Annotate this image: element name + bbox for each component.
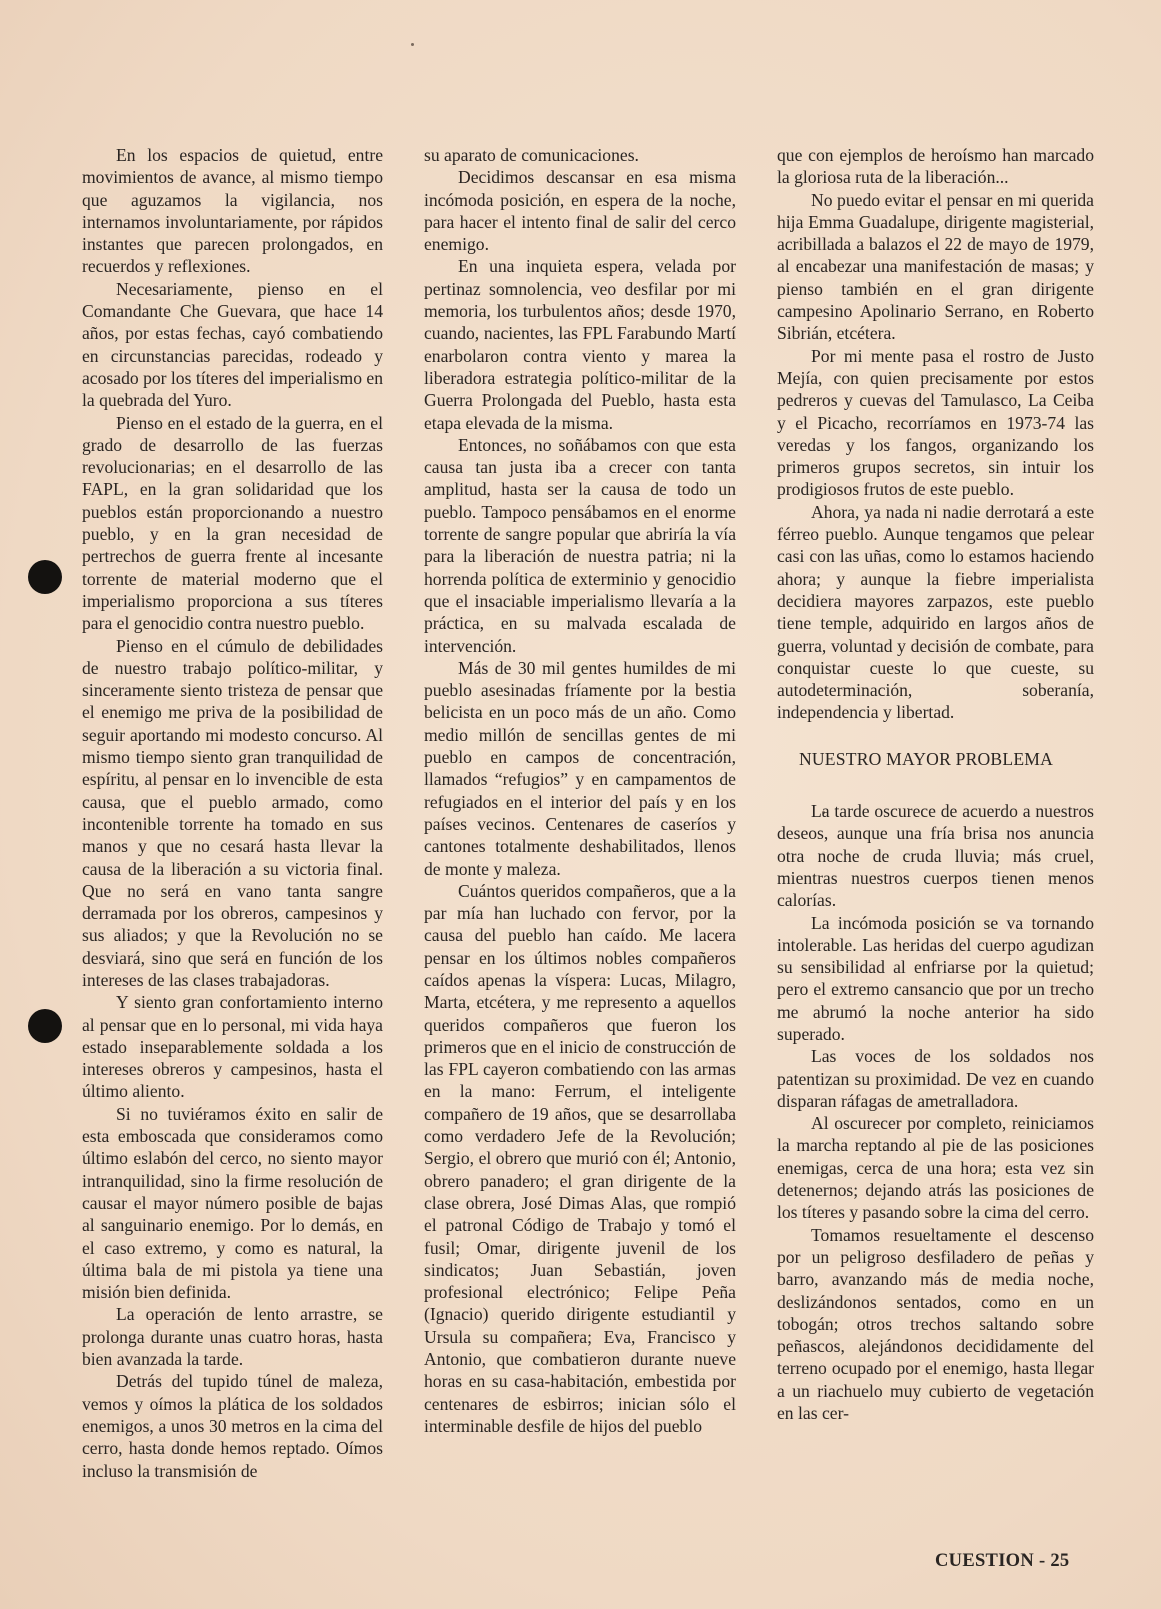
binder-hole-top	[28, 560, 62, 594]
paper-speck	[411, 43, 414, 46]
page-footer-label: CUESTION - 25	[935, 1551, 1070, 1571]
paragraph: Necesariamente, pienso en el Comandante Che Guevara, que hace 14 años, por estas fechas, cayó combatiendo en circunstancias parecidas, rodeado y acosado por los títeres del imperialismo en la quebrada del Yuro.	[82, 278, 383, 411]
paragraph: Decidimos descansar en esa misma incómoda posición, en espera de la noche, para hacer el intento final de salir del cerco enemigo.	[424, 167, 736, 255]
binder-hole-bottom	[28, 1009, 62, 1043]
paragraph: Pienso en el cúmulo de debilidades de nuestro trabajo político-militar, y sinceramente siento tristeza de pensar que el enemigo me priva de la posibilidad de seguir aportando mi modesto concurso. Al mismo tiempo siento gran tranquilidad de espíritu, al pensar en lo invencible de esta causa, que el pueblo armado, como incontenible torrente ha tomado en sus manos y que no cesará hasta llevar la causa de la liberación a su victoria final. Que no será en vano tanta sangre derramada por los obreros, campesinos y sus aliados; y que la Revolución no se desviará, sino que será en función de los intereses de las clases trabajadoras.	[82, 635, 383, 990]
paragraph: Y siento gran confortamiento interno al pensar que en lo personal, mi vida haya estado inseparablemente soldada a los intereses obreros y campesinos, hasta el último aliento.	[82, 992, 383, 1102]
text-column-2	[424, 144, 736, 1437]
text-column-1	[82, 144, 383, 1482]
paragraph: La incómoda posición se va tornando intolerable. Las heridas del cuerpo agudizan su sensibilidad al enfriarse por la quietud; pero el extremo cansancio que por un trecho me abrumó la noche anterior ha sido superado.	[777, 912, 1094, 1044]
text-column-3	[777, 144, 1094, 1424]
paragraph: Por mi mente pasa el rostro de Justo Mejía, con quien precisamente por estos pedreros y cuevas del Tamulasco, La Ceiba y el Picacho, recorríamos en 1973-74 las veredas y los fangos, organizando los primeros grupos secretos, sin intuir los prodigiosos frutos de este pueblo.	[777, 345, 1094, 500]
paragraph: Entonces, no soñábamos con que esta causa tan justa iba a crecer con tanta amplitud, hasta ser la causa de todo un pueblo. Tampoco pensábamos en el enorme torrente de sangre popular que abriría la vía para la liberación de nuestra patria; ni la horrenda política de exterminio y genocidio que el insaciable imperialismo llevaría a la práctica, en su malvada escalada de intervención.	[424, 434, 736, 656]
section-heading: NUESTRO MAYOR PROBLEMA	[799, 748, 1054, 769]
paragraph: Ahora, ya nada ni nadie derrotará a este férreo pueblo. Aunque tengamos que pelear casi con las uñas, como lo estamos haciendo ahora; y aunque la fiebre imperialista decidiera mayores zarpazos, este pueblo tiene temple, adquirido en largos años de guerra, voluntad y decisión de combate, para conquistar cueste lo que cueste, su autodeterminación, soberanía, independencia y libertad.	[777, 501, 1094, 723]
paragraph: Detrás del tupido túnel de maleza, vemos y oímos la plática de los soldados enemigos, a unos 30 metros en la cima del cerro, hasta donde hemos reptado. Oímos incluso la transmisión de	[82, 1371, 383, 1481]
paragraph-continued: que con ejemplos de heroísmo han marcado la gloriosa ruta de la liberación...	[777, 145, 1094, 188]
paragraph: En los espacios de quietud, entre movimientos de avance, al mismo tiempo que aguzamos la vigilancia, nos internamos involuntariamente, por rápidos instantes que parecen prolongados, en recuerdos y reflexiones.	[82, 145, 383, 277]
paragraph: Más de 30 mil gentes humildes de mi pueblo asesinadas fríamente por la bestia belicista en un poco más de un año. Como medio millón de sencillas gentes de mi pueblo en campos de concentración, llamados “refugios” y en campamentos de refugiados en el interior del país y en los países vecinos. Centenares de caseríos y cantones totalmente deshabilitados, llenos de monte y maleza.	[424, 657, 736, 879]
paragraph: No puedo evitar el pensar en mi querida hija Emma Guadalupe, dirigente magisterial, acribillada a balazos el 22 de mayo de 1979, al encabezar una manifestación de masas; y pienso también en el gran dirigente campesino Apolinario Serrano, en Roberto Sibrián, etcétera.	[777, 189, 1094, 344]
paragraph: Tomamos resueltamente el descenso por un peligroso desfiladero de peñas y barro, avanzando más de media noche, deslizándonos sentados, como en un tobogán; otros trechos saltando sobre peñascos, alejándonos decididamente del terreno ocupado por el enemigo, hasta llegar a un riachuelo muy cubierto de vegetación en las cer-	[777, 1224, 1094, 1424]
paragraph: Al oscurecer por completo, reiniciamos la marcha reptando al pie de las posiciones enemigas, cerca de una hora; esta vez sin detenernos; dejando atrás las posiciones de los títeres y pasando sobre la cima del cerro.	[777, 1113, 1094, 1223]
paragraph: La tarde oscurece de acuerdo a nuestros deseos, aunque una fría brisa nos anuncia otra noche de cruda lluvia; más cruel, mientras nuestros cuerpos tienen menos calorías.	[777, 801, 1094, 911]
paragraph: Si no tuviéramos éxito en salir de esta emboscada que consideramos como último eslabón del cerco, no siento mayor intranquilidad, sino la firme resolución de causar el mayor número posible de bajas al sanguinario enemigo. Por lo demás, en el caso extremo, y como es natural, la última bala de mi pistola ya tiene una misión bien definida.	[82, 1103, 383, 1303]
paragraph-continued: su aparato de comunicaciones.	[424, 145, 639, 165]
paragraph: La operación de lento arrastre, se prolonga durante unas cuatro horas, hasta bien avanzada la tarde.	[82, 1304, 383, 1370]
paragraph: Las voces de los soldados nos patentizan su proximidad. De vez en cuando disparan ráfagas de ametralladora.	[777, 1046, 1094, 1111]
paragraph: Cuántos queridos compañeros, que a la par mía han luchado con fervor, por la causa del pueblo han caído. Me lacera pensar en los últimos nobles compañeros caídos apenas la víspera: Lucas, Milagro, Marta, etcétera, y me represento a aquellos queridos compañeros que fueron los primeros que en el inicio de construcción de las FPL cayeron combatiendo con las armas en la mano: Ferrum, el inteligente compañero de 19 años, que se desarrollaba como verdadero Jefe de la Revolución; Sergio, el obrero que murió con él; Antonio, obrero panadero; el gran dirigente de la clase obrera, José Dimas Alas, que rompió el patronal Código de Trabajo y tomó el fusil; Omar, dirigente juvenil de los sindicatos; Juan Sebastián, joven profesional electrónico; Felipe Peña (Ignacio) querido dirigente estudiantil y Ursula su compañera; Eva, Francisco y Antonio, que combatieron durante nueve horas en su casa-habitación, embestida por centenares de esbirros; inician sólo el interminable desfile de hijos del pueblo	[424, 880, 736, 1436]
paragraph: En una inquieta espera, velada por pertinaz somnolencia, veo desfilar por mi memoria, los turbulentos años; desde 1970, cuando, nacientes, las FPL Farabundo Martí enarbolaron contra viento y marea la liberadora estrategia político-militar de la Guerra Prolongada del Pueblo, hasta esta etapa elevada de la misma.	[424, 256, 736, 433]
paragraph: Pienso en el estado de la guerra, en el grado de desarrollo de las fuerzas revolucionarias; en el desarrollo de las FAPL, en la gran solidaridad que los pueblos están proporcionando a nuestro pueblo, y en la gran necesidad de pertrechos de guerra frente al incesante torrente de material moderno que el imperialismo proporciona a sus títeres para el genocidio contra nuestro pueblo.	[82, 412, 383, 634]
